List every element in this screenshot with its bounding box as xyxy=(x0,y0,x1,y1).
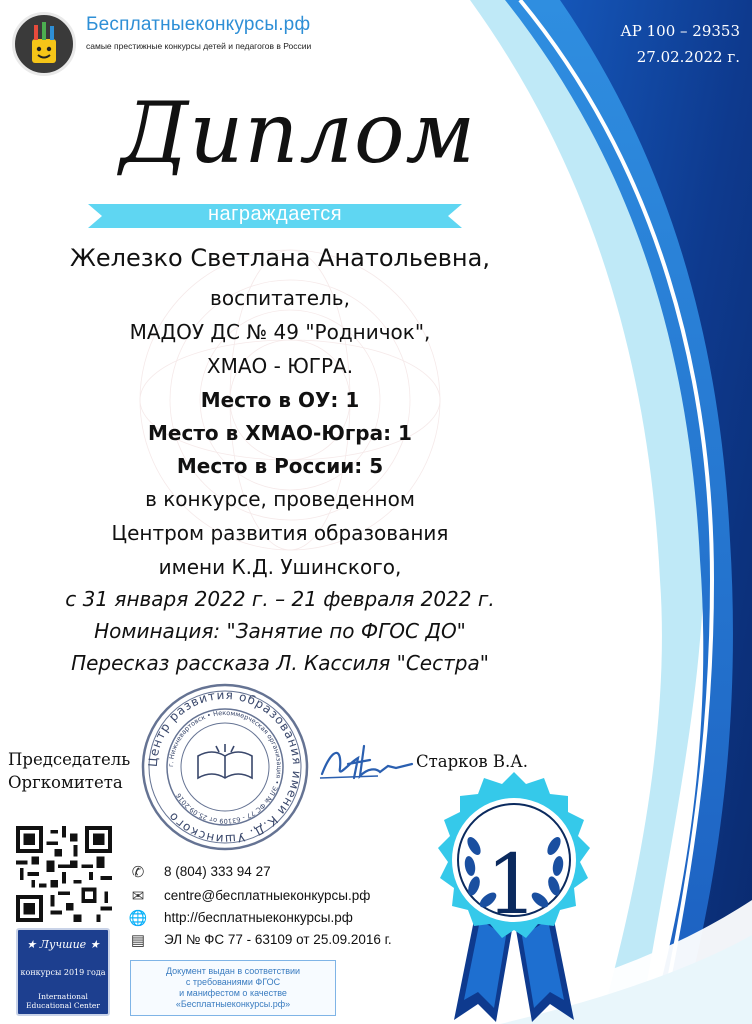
place-region: Место в ХМАО-Югра: 1 xyxy=(148,421,412,445)
recipient-name: Железко Светлана Анатольевна, xyxy=(70,244,490,272)
place-ou: Место в ОУ: 1 xyxy=(200,388,360,412)
signatory-name: Старков В.А. xyxy=(416,752,529,771)
recipient-region: ХМАО - ЮГРА. xyxy=(206,354,354,378)
stamp-outer-text: Центр развития образования имени К.Д. Ушинского xyxy=(145,687,305,847)
document-note xyxy=(130,960,336,1016)
work-title: Пересказ рассказа Л. Кассиля "Сестра" xyxy=(71,651,489,675)
contest-period: с 31 января 2022 г. – 21 февраля 2022 г. xyxy=(65,587,495,611)
phone-icon: ✆ xyxy=(131,864,145,881)
envelope-icon: ✉ xyxy=(131,888,145,905)
note-line-3: и манифестом о качестве xyxy=(179,988,287,998)
stamp-inner-text: г. Нижневартовск • Некоммерческая организация • ЭЛ № ФС 77 - 63109 от 25.09.2016 xyxy=(166,708,284,826)
recipient-position: воспитатель, xyxy=(210,286,350,310)
contest-line-3: имени К.Д. Ушинского, xyxy=(158,555,402,579)
contest-line-1: в конкурсе, проведенном xyxy=(145,487,415,511)
logo-title[interactable]: Бесплатныеконкурсы.рф xyxy=(86,14,311,35)
signatory-role-line-1: Председатель xyxy=(8,750,131,769)
official-stamp xyxy=(140,682,310,852)
registration-number: АР 100 – 29353 xyxy=(620,22,740,40)
logo-badge[interactable] xyxy=(12,12,76,76)
globe-icon: 🌐 xyxy=(128,910,148,927)
site-text: http://бесплатныеконкурсы.рф xyxy=(164,910,353,925)
phone-text: 8 (804) 333 94 27 xyxy=(164,864,271,879)
note-line-2: с требованиями ФГОС xyxy=(185,977,281,987)
medal-place-number: 1 xyxy=(485,838,539,933)
email-text: centre@бесплатныеконкурсы.рф xyxy=(164,888,371,903)
diploma-title: Диплом xyxy=(120,84,477,182)
badge-line-1: ★ Лучшие ★ xyxy=(26,938,100,951)
contest-line-2: Центром развития образования xyxy=(111,521,449,545)
note-line-4: «Бесплатныеконкурсы.рф» xyxy=(175,999,291,1009)
signatory-role-line-2: Оргкомитета xyxy=(8,773,123,792)
ribbon-label: награждается xyxy=(207,203,343,225)
open-book-icon xyxy=(198,744,252,778)
handwritten-signature xyxy=(318,738,416,786)
logo-subtitle: самые престижные конкурсы детей и педагогов в России xyxy=(86,41,312,51)
nomination: Номинация: "Занятие по ФГОС ДО" xyxy=(94,619,466,643)
qr-code[interactable] xyxy=(16,826,112,922)
registration-date: 27.02.2022 г. xyxy=(636,48,740,66)
recipient-organization: МАДОУ ДС № 49 "Родничок", xyxy=(129,320,431,344)
badge-line-3: International Educational Center xyxy=(26,992,100,1010)
document-icon: ▤ xyxy=(130,932,146,949)
pencil-cup-icon xyxy=(15,15,73,73)
badge-line-2: конкурсы 2019 года xyxy=(20,968,106,977)
signatory-role xyxy=(8,748,130,794)
license-text: ЭЛ № ФС 77 - 63109 от 25.09.2016 г. xyxy=(164,932,392,947)
place-russia: Место в России: 5 xyxy=(176,454,384,478)
note-line-1: Документ выдан в соответствии xyxy=(165,966,301,976)
best-contests-badge xyxy=(16,928,110,1016)
